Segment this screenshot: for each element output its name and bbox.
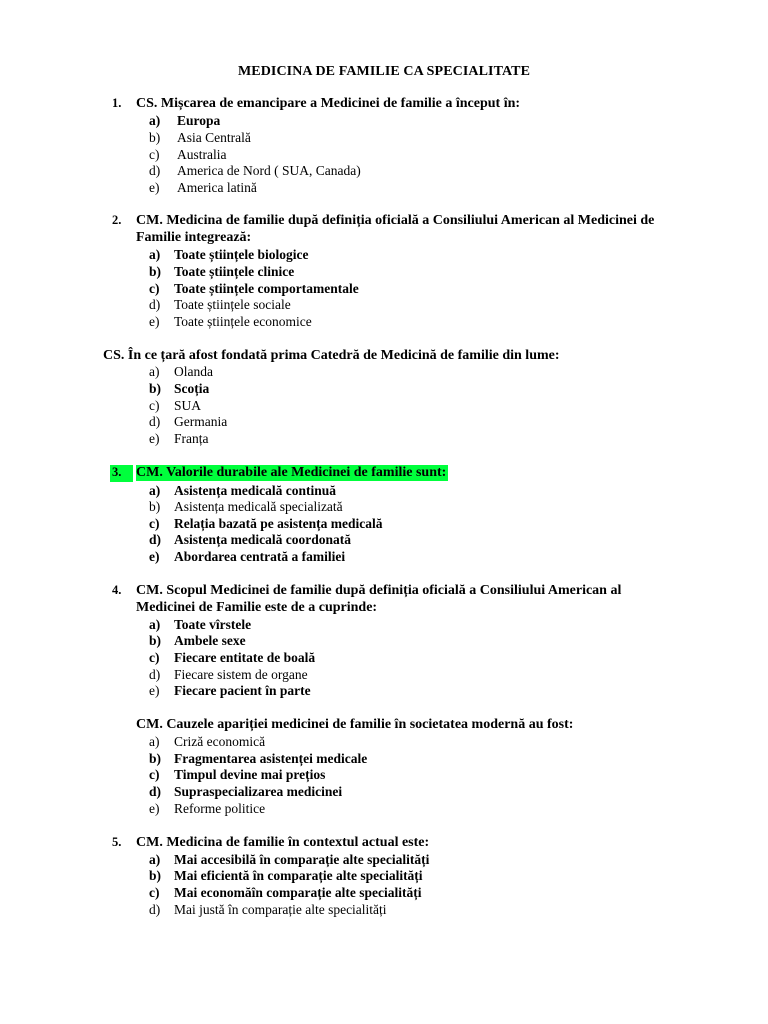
question-text: CM. Cauzele apariției medicinei de familie în societatea modernă au fost: [136,717,574,732]
option-item [0,499,768,516]
option-item [0,483,768,500]
option-item [0,281,768,298]
option-letter: d) [149,902,161,917]
option-item [0,297,768,314]
option-text: Mai justă în comparație alte specialități [174,902,387,917]
option-item [0,516,768,533]
option-item [0,130,768,147]
option-letter: b) [149,499,161,514]
option-text: Toate științele comportamentale [174,281,359,296]
option-letter: d) [149,297,161,312]
option-item [0,314,768,331]
option-letter: b) [149,633,162,648]
page-title: MEDICINA DE FAMILIE CA SPECIALITATE [237,64,531,79]
option-item [0,264,768,281]
question-number: 5. [112,835,122,849]
option-item [0,617,768,634]
option-letter: b) [149,751,162,766]
option-text: Toate vîrstele [174,617,252,632]
option-letter: e) [149,549,160,564]
option-text: Europa [177,113,221,128]
option-text: Supraspecializarea medicinei [174,784,343,799]
option-item [0,784,768,801]
option-text: Mai accesibilă în comparație alte specialități [174,852,430,867]
option-letter: e) [149,801,160,816]
question-text-line: CM. Medicina de familie după definiția oficială a Consiliului American al Medicinei de [136,213,655,228]
question-number-highlighted: 3. [110,465,133,482]
option-letter: a) [149,734,160,749]
question-text: CS. Mișcarea de emancipare a Medicinei de familie a început în: [136,96,521,111]
option-item [0,532,768,549]
option-item [0,180,768,197]
option-text: Asistența medicală coordonată [174,532,351,547]
option-letter: c) [149,767,160,782]
option-letter: c) [149,516,160,531]
option-item [0,113,768,130]
option-letter: c) [149,398,160,413]
question-text-line: CM. Scopul Medicinei de familie după definiția oficială a Consiliului American al [136,583,622,598]
option-item [0,364,768,381]
option-item [0,650,768,667]
option-item [0,751,768,768]
option-letter: b) [149,868,162,883]
option-text: Germania [174,414,228,429]
option-text: Asia Centrală [177,130,251,145]
option-letter: a) [149,247,161,262]
option-letter: b) [149,264,162,279]
option-text: SUA [174,398,202,413]
option-item [0,381,768,398]
option-letter: e) [149,683,160,698]
option-letter: c) [149,147,160,162]
question-number: 4. [112,583,122,597]
option-letter: b) [149,130,161,145]
option-text: Timpul devine mai prețios [174,767,326,782]
option-item [0,734,768,751]
option-item [0,852,768,869]
option-text: America latină [177,180,257,195]
option-letter: e) [149,180,160,195]
question-text: CS. În ce țară afost fondată prima Catedră de Medicină de familie din lume: [103,348,560,363]
option-letter: a) [149,483,161,498]
option-text: Australia [177,147,227,162]
option-letter: d) [149,784,162,799]
option-item [0,414,768,431]
option-text: Abordarea centrată a familiei [174,549,346,564]
option-item [0,868,768,885]
option-letter: d) [149,532,162,547]
option-text: America de Nord ( SUA, Canada) [177,163,361,178]
question-text-line: Medicinei de Familie este de a cuprinde: [136,600,378,615]
option-letter: d) [149,163,161,178]
option-letter: d) [149,667,161,682]
option-text: Relația bazată pe asistența medicală [174,516,383,531]
option-text: Fiecare entitate de boală [174,650,316,665]
question-text-line: Familie integrează: [136,230,252,245]
option-letter: a) [149,617,161,632]
option-item [0,801,768,818]
option-text: Asistența medicală continuă [174,483,336,498]
option-item [0,683,768,700]
option-item [0,902,768,919]
option-item [0,147,768,164]
option-item [0,885,768,902]
option-text: Reforme politice [174,801,266,816]
option-item [0,667,768,684]
option-letter: c) [149,885,160,900]
option-text: Scoția [174,381,210,396]
question-number: 2. [112,213,122,227]
option-text: Toate științele biologice [174,247,309,262]
option-letter: b) [149,381,162,396]
option-text: Toate științele clinice [174,264,295,279]
option-text: Ambele sexe [174,633,246,648]
option-letter: d) [149,414,161,429]
option-letter: a) [149,852,161,867]
option-text: Franța [174,431,209,446]
option-text: Asistența medicală specializată [174,499,343,514]
option-text: Mai economăîn comparație alte specialități [174,885,422,900]
option-item [0,633,768,650]
option-item [0,767,768,784]
option-item [0,549,768,566]
option-item [0,247,768,264]
option-letter: e) [149,314,160,329]
option-text: Toate științele economice [174,314,312,329]
option-text: Olanda [174,364,213,379]
question-text: CM. Medicina de familie în contextul actual este: [136,835,430,850]
option-text: Fiecare pacient în parte [174,683,311,698]
option-text: Fragmentarea asistenței medicale [174,751,368,766]
option-item [0,398,768,415]
option-text: Mai eficientă în comparație alte specialități [174,868,423,883]
option-text: Fiecare sistem de organe [174,667,308,682]
option-text: Toate științele sociale [174,297,291,312]
option-text: Criză economică [174,734,266,749]
option-letter: a) [149,113,161,128]
option-item [0,431,768,448]
option-letter: a) [149,364,160,379]
option-letter: c) [149,281,160,296]
option-letter: e) [149,431,160,446]
option-letter: c) [149,650,160,665]
question-number: 1. [112,96,122,110]
option-item [0,163,768,180]
question-text-highlighted: CM. Valorile durabile ale Medicinei de familie sunt: [136,465,447,480]
